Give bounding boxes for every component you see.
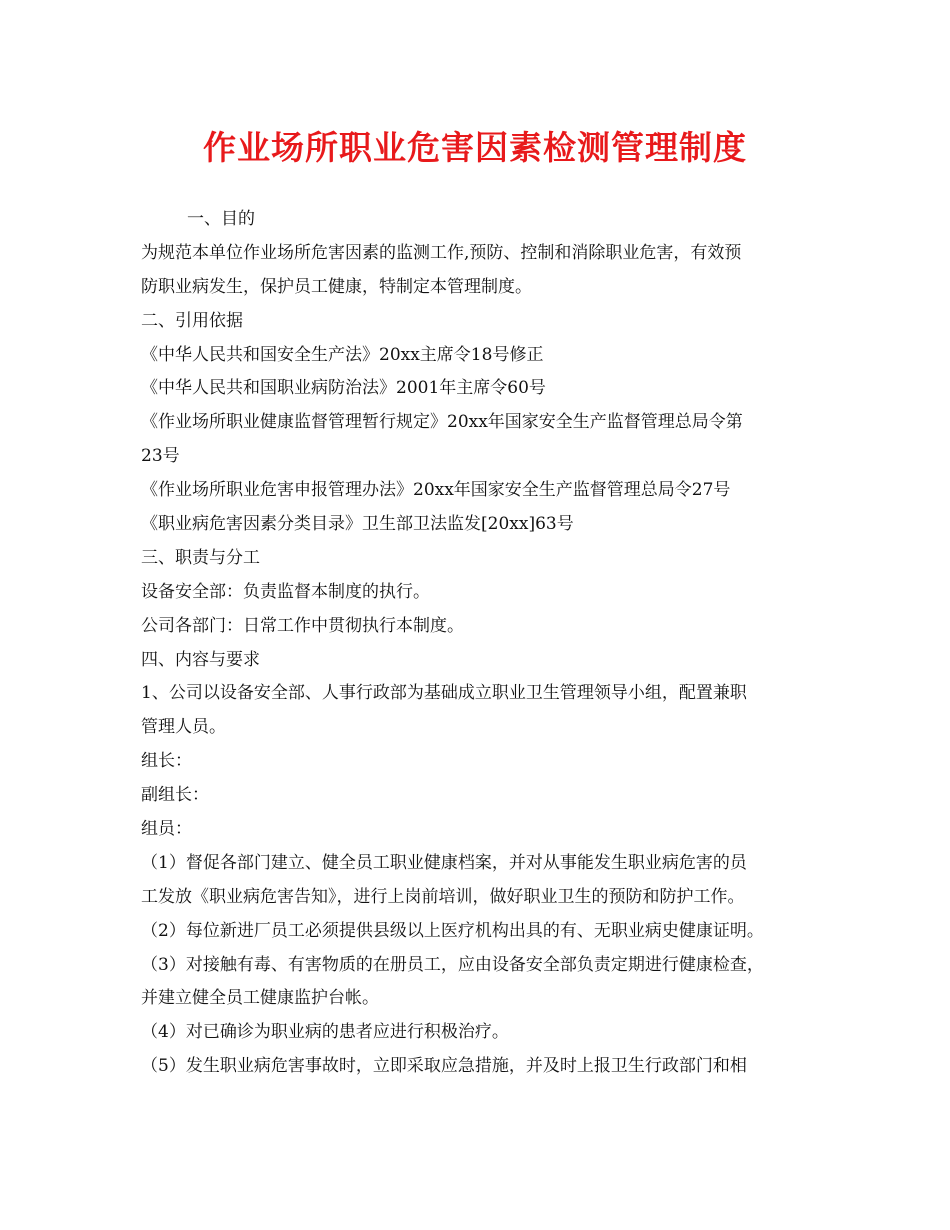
list-item: （2）每位新进厂员工必须提供县级以上医疗机构出具的有、无职业病史健康证明。 — [141, 920, 764, 941]
reference-item: 《职业病危害因素分类目录》卫生部卫法监发[20xx]63号 — [141, 514, 574, 535]
section-heading-purpose: 一、目的 — [187, 209, 255, 229]
paragraph-line: 公司各部门：日常工作中贯彻执行本制度。 — [141, 615, 464, 636]
list-item-continued: 并建立健全员工健康监护台帐。 — [141, 988, 379, 1009]
paragraph-line: 设备安全部：负责监督本制度的执行。 — [141, 581, 430, 602]
list-item: （4）对已确诊为职业病的患者应进行积极治疗。 — [141, 1022, 509, 1043]
reference-item: 《作业场所职业健康监督管理暂行规定》20xx年国家安全生产监督管理总局令第 — [141, 412, 743, 433]
list-item: （1）督促各部门建立、健全员工职业健康档案，并对从事能发生职业病危害的员 — [141, 852, 747, 873]
paragraph-line: 为规范本单位作业场所危害因素的监测工作,预防、控制和消除职业危害，有效预 — [141, 242, 742, 263]
paragraph-line: 防职业病发生，保护员工健康，特制定本管理制度。 — [141, 276, 532, 297]
paragraph-line: 1、公司以设备安全部、人事行政部为基础成立职业卫生管理领导小组，配置兼职 — [141, 683, 747, 704]
list-item: （3）对接触有毒、有害物质的在册员工，应由设备安全部负责定期进行健康检查， — [141, 954, 764, 975]
reference-item: 《中华人民共和国安全生产法》20xx主席令18号修正 — [141, 344, 544, 365]
list-item-continued: 工发放《职业病危害告知》，进行上岗前培训，做好职业卫生的预防和防护工作。 — [141, 886, 745, 907]
section-heading-responsibilities: 三、职责与分工 — [141, 547, 260, 568]
field-deputy-leader: 副组长： — [141, 785, 209, 806]
reference-item: 《中华人民共和国职业病防治法》2001年主席令60号 — [141, 378, 546, 399]
list-item: （5）发生职业病危害事故时，立即采取应急措施，并及时上报卫生行政部门和相 — [141, 1056, 747, 1077]
reference-item: 《作业场所职业危害申报管理办法》20xx年国家安全生产监督管理总局令27号 — [141, 480, 731, 501]
section-heading-references: 二、引用依据 — [141, 310, 243, 331]
document-body — [141, 203, 831, 1084]
field-members: 组员： — [141, 819, 192, 840]
paragraph-line: 管理人员。 — [141, 717, 226, 738]
field-leader: 组长： — [141, 751, 192, 772]
section-heading-requirements: 四、内容与要求 — [141, 649, 260, 670]
page-title: 作业场所职业危害因素检测管理制度 — [203, 128, 747, 167]
reference-item-continued: 23号 — [141, 446, 180, 467]
